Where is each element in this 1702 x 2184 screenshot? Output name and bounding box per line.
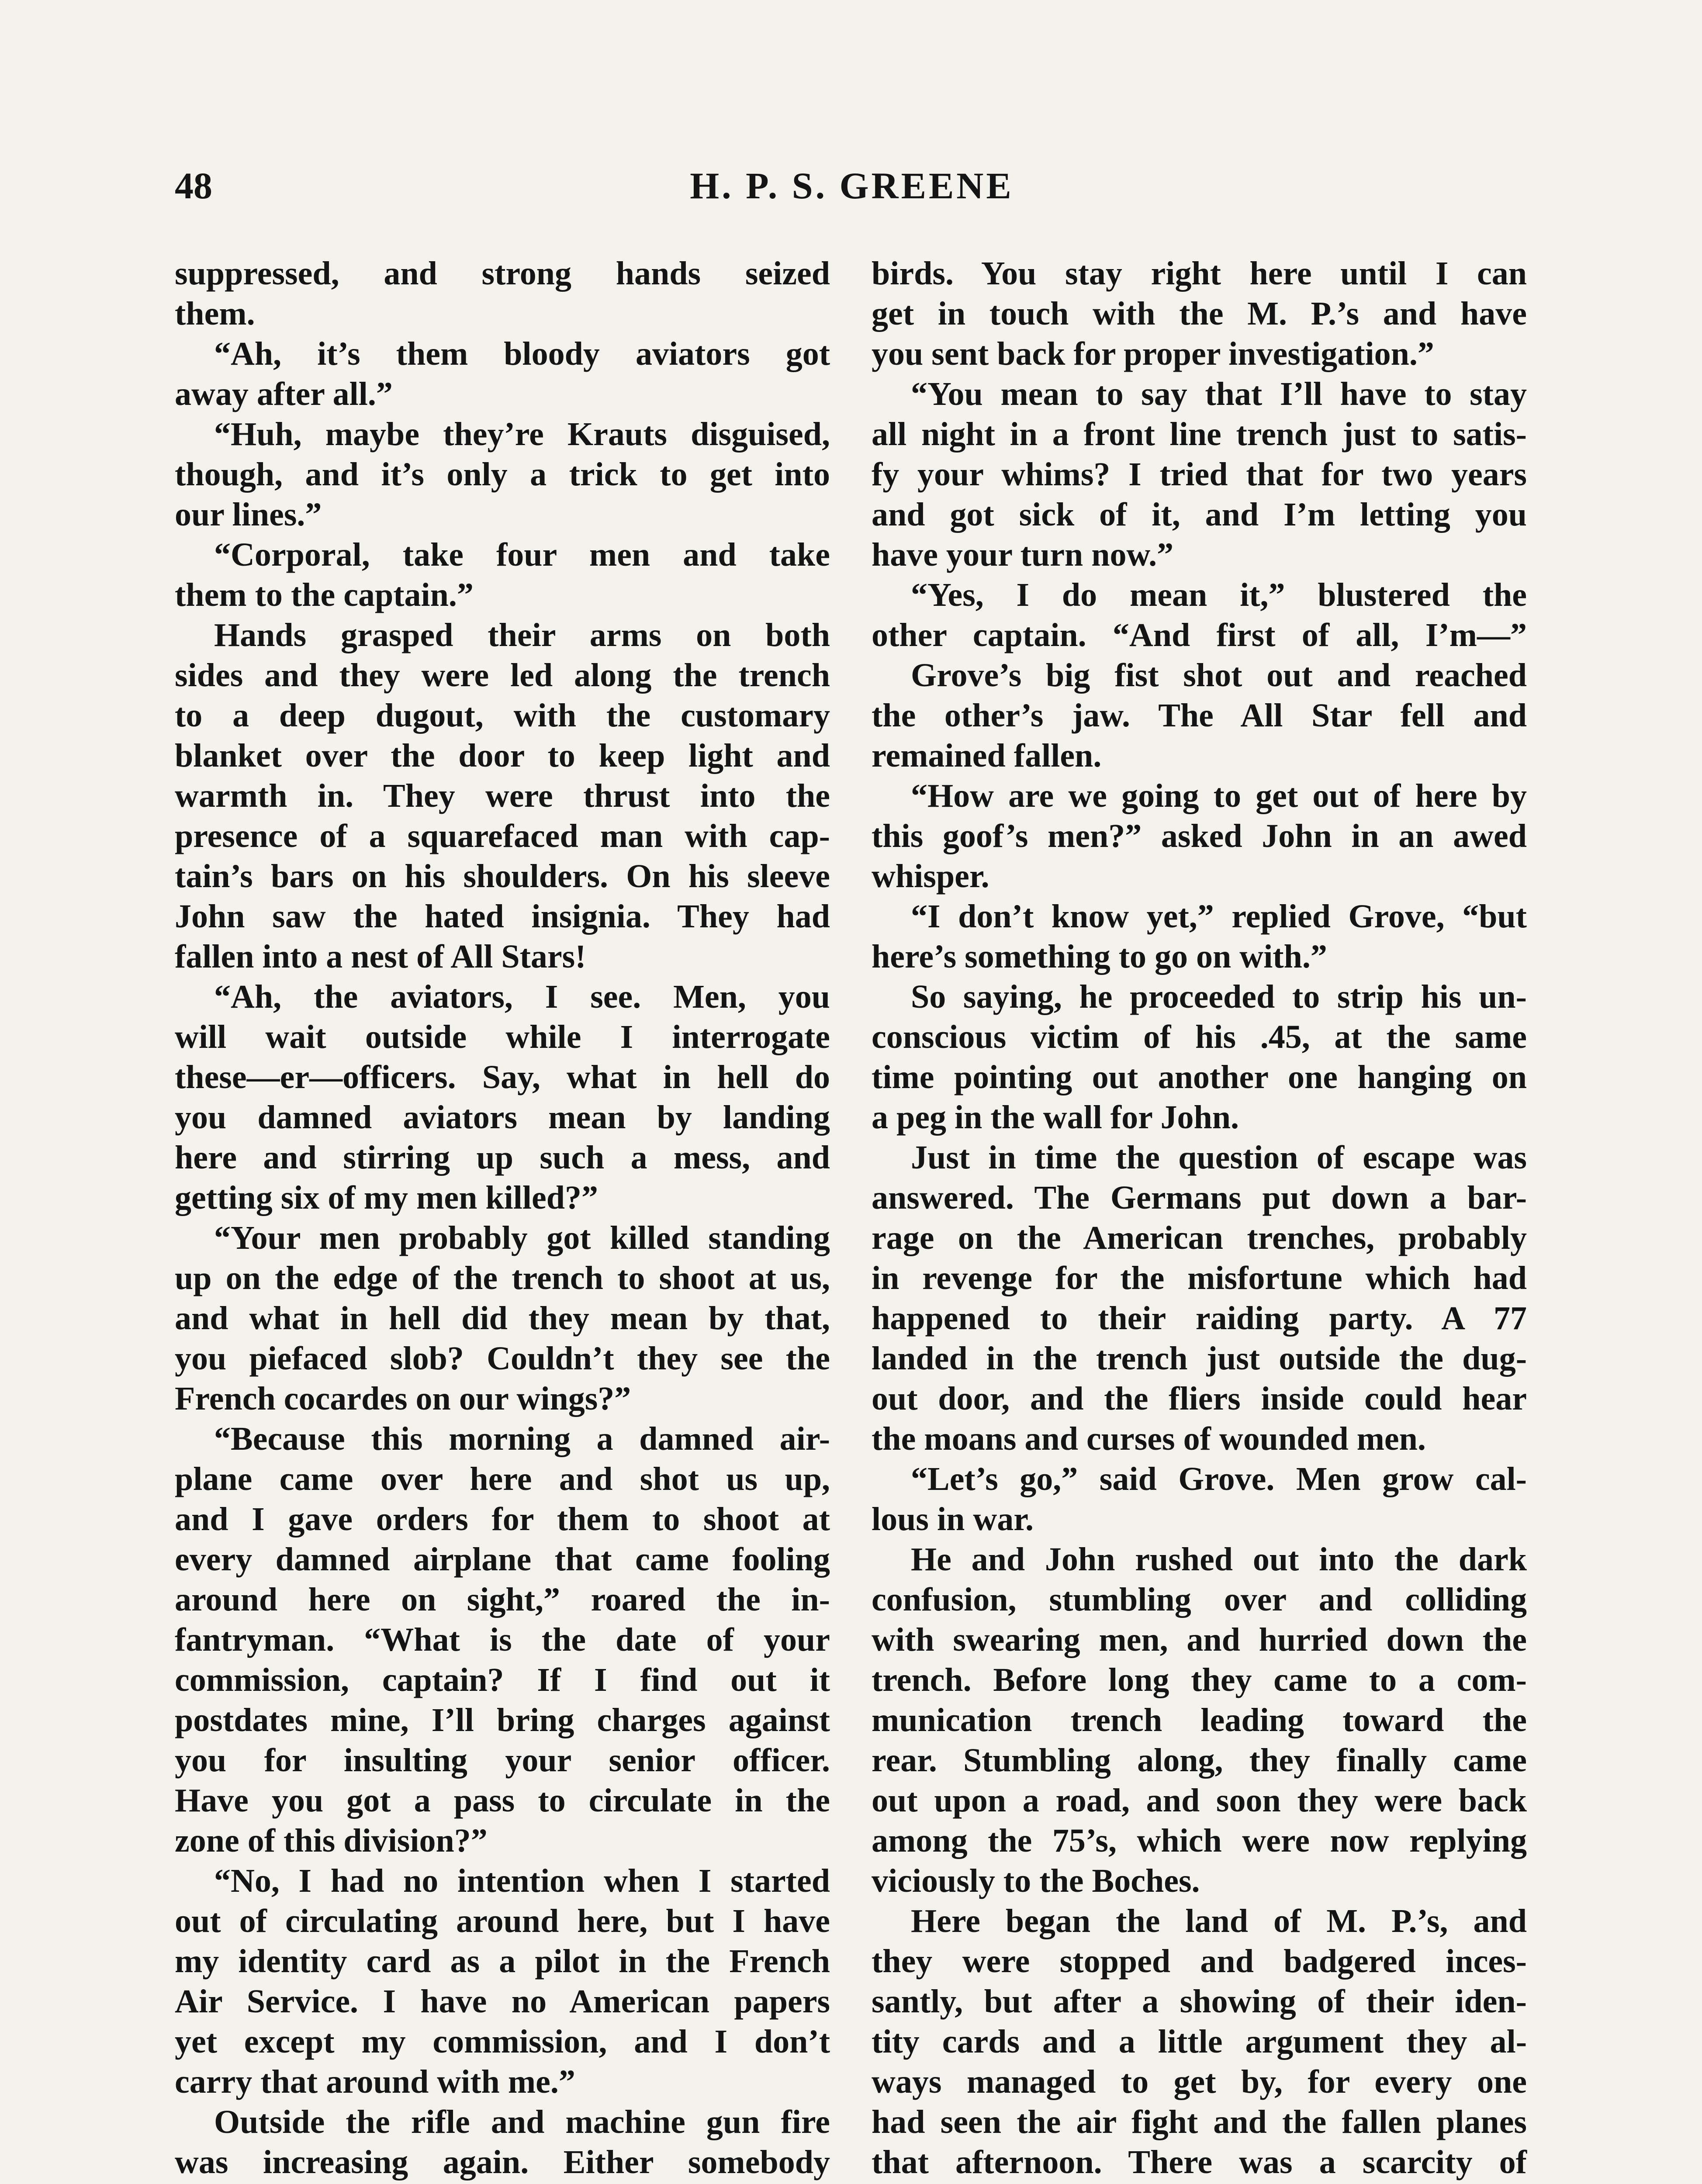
text-line: you damned aviators mean by landing: [175, 1099, 830, 1136]
text-line: Just in time the question of escape was: [911, 1139, 1527, 1176]
text-line: commission, captain? If I find out it: [175, 1662, 830, 1698]
text-line: French cocardes on our wings?”: [175, 1380, 631, 1417]
text-line: Grove’s big fist shot out and reached: [911, 657, 1527, 694]
page-number: 48: [175, 165, 212, 207]
text-line: Outside the rifle and machine gun fire: [214, 2104, 830, 2140]
text-line: plane came over here and shot us up,: [175, 1461, 830, 1497]
text-line: tity cards and a little argument they al-: [872, 2023, 1527, 2060]
text-line: this goof’s men?” asked John in an awed: [872, 818, 1527, 854]
text-line: you piefaced slob? Couldn’t they see the: [175, 1340, 830, 1377]
text-line: presence of a squarefaced man with cap-: [175, 818, 830, 854]
text-column-right: [872, 253, 1527, 2184]
text-line: Air Service. I have no American papers: [175, 1983, 830, 2020]
text-line: birds. You stay right here until I can: [872, 255, 1527, 292]
text-line: [175, 2182, 830, 2184]
text-line: trench. Before long they came to a com-: [872, 1662, 1527, 1698]
text-line: confusion, stumbling over and colliding: [872, 1581, 1527, 1618]
text-line: my identity card as a pilot in the French: [175, 1943, 830, 1980]
text-line: [872, 2182, 1527, 2184]
text-line: fy your whims? I tried that for two years: [872, 456, 1527, 493]
running-head: H. P. S. GREENE: [690, 165, 1014, 207]
text-line: “Ah, it’s them bloody aviators got: [214, 335, 830, 372]
text-line: “Ah, the aviators, I see. Men, you: [214, 978, 830, 1015]
text-line: among the 75’s, which were now replying: [872, 1822, 1527, 1859]
text-line: “Let’s go,” said Grove. Men grow cal-: [911, 1461, 1527, 1497]
text-line: carry that around with me.”: [175, 2063, 575, 2100]
text-line: you sent back for proper investigation.”: [872, 335, 1434, 372]
text-line: zone of this division?”: [175, 1822, 488, 1859]
text-line: So saying, he proceeded to strip his un-: [911, 978, 1527, 1015]
text-line: was increasing again. Either somebody: [175, 2144, 830, 2181]
text-line: “How are we going to get out of here by: [911, 778, 1527, 814]
text-line: “You mean to say that I’ll have to stay: [911, 376, 1527, 412]
text-line: the other’s jaw. The All Star fell and: [872, 697, 1527, 734]
text-line: in revenge for the misfortune which had: [872, 1260, 1527, 1296]
text-line: had seen the air fight and the fallen planes: [872, 2104, 1527, 2140]
text-line: away after all.”: [175, 376, 393, 412]
text-line: Here began the land of M. P.’s, and: [911, 1903, 1527, 1939]
text-line: out door, and the fliers inside could hear: [872, 1380, 1527, 1417]
text-line: “Corporal, take four men and take: [214, 536, 830, 573]
text-line: with swearing men, and hurried down the: [872, 1621, 1527, 1658]
text-line: munication trench leading toward the: [872, 1702, 1527, 1738]
text-line: “Your men probably got killed standing: [214, 1220, 830, 1256]
text-line: Have you got a pass to circulate in the: [175, 1782, 830, 1819]
text-line: have your turn now.”: [872, 536, 1174, 573]
text-line: tain’s bars on his shoulders. On his sleeve: [175, 858, 830, 895]
text-line: rage on the American trenches, probably: [872, 1220, 1527, 1256]
text-line: our lines.”: [175, 496, 322, 533]
text-line: whisper.: [872, 858, 989, 895]
text-line: around here on sight,” roared the in-: [175, 1581, 830, 1618]
text-line: up on the edge of the trench to shoot at us,: [175, 1260, 830, 1296]
text-line: viciously to the Boches.: [872, 1863, 1200, 1899]
text-line: remained fallen.: [872, 737, 1102, 774]
text-line: conscious victim of his .45, at the same: [872, 1019, 1527, 1055]
text-line: and got sick of it, and I’m letting you: [872, 496, 1527, 533]
text-line: blanket over the door to keep light and: [175, 737, 830, 774]
text-line: John saw the hated insignia. They had: [175, 898, 830, 935]
text-line: all night in a front line trench just to satis-: [872, 416, 1527, 453]
text-line: other captain. “And first of all, I’m—”: [872, 617, 1527, 653]
text-line: getting six of my men killed?”: [175, 1179, 598, 1216]
text-line: “I don’t know yet,” replied Grove, “but: [911, 898, 1527, 935]
text-line: though, and it’s only a trick to get into: [175, 456, 830, 493]
text-line: they were stopped and badgered inces-: [872, 1943, 1527, 1980]
text-line: to a deep dugout, with the customary: [175, 697, 830, 734]
text-line: fallen into a nest of All Stars!: [175, 938, 586, 975]
text-line: here’s something to go on with.”: [872, 938, 1327, 975]
text-line: here and stirring up such a mess, and: [175, 1139, 830, 1176]
text-line: postdates mine, I’ll bring charges against: [175, 1702, 830, 1738]
text-line: ways managed to get by, for every one: [872, 2063, 1527, 2100]
text-line: santly, but after a showing of their iden-: [872, 1983, 1527, 2020]
text-line: a peg in the wall for John.: [872, 1099, 1239, 1136]
text-line: them.: [175, 295, 255, 332]
text-line: every damned airplane that came fooling: [175, 1541, 830, 1578]
text-line: sides and they were led along the trench: [175, 657, 830, 694]
text-line: and what in hell did they mean by that,: [175, 1300, 830, 1337]
text-column-left: [175, 253, 830, 2184]
text-line: lous in war.: [872, 1501, 1034, 1538]
text-line: yet except my commission, and I don’t: [175, 2023, 830, 2060]
text-line: get in touch with the M. P.’s and have: [872, 295, 1527, 332]
text-line: them to the captain.”: [175, 577, 474, 613]
text-line: these—er—officers. Say, what in hell do: [175, 1059, 830, 1095]
text-line: “Because this morning a damned air-: [214, 1420, 830, 1457]
text-line: fantryman. “What is the date of your: [175, 1621, 830, 1658]
text-line: time pointing out another one hanging on: [872, 1059, 1527, 1095]
text-line: He and John rushed out into the dark: [911, 1541, 1527, 1578]
text-line: out of circulating around here, but I have: [175, 1903, 830, 1939]
text-line: the moans and curses of wounded men.: [872, 1420, 1426, 1457]
text-line: warmth in. They were thrust into the: [175, 778, 830, 814]
text-line: out upon a road, and soon they were back: [872, 1782, 1527, 1819]
text-line: that afternoon. There was a scarcity of: [872, 2144, 1527, 2181]
text-line: “Huh, maybe they’re Krauts disguised,: [214, 416, 830, 453]
text-line: suppressed, and strong hands seized: [175, 255, 830, 292]
text-line: “No, I had no intention when I started: [214, 1863, 830, 1899]
text-line: will wait outside while I interrogate: [175, 1019, 830, 1055]
text-line: landed in the trench just outside the dug-: [872, 1340, 1527, 1377]
text-line: you for insulting your senior officer.: [175, 1742, 830, 1779]
text-line: answered. The Germans put down a bar-: [872, 1179, 1527, 1216]
text-line: and I gave orders for them to shoot at: [175, 1501, 830, 1538]
text-line: rear. Stumbling along, they finally came: [872, 1742, 1527, 1779]
text-line: Hands grasped their arms on both: [214, 617, 830, 653]
text-line: “Yes, I do mean it,” blustered the: [911, 577, 1527, 613]
text-line: happened to their raiding party. A 77: [872, 1300, 1527, 1337]
page-header: [175, 164, 1529, 225]
